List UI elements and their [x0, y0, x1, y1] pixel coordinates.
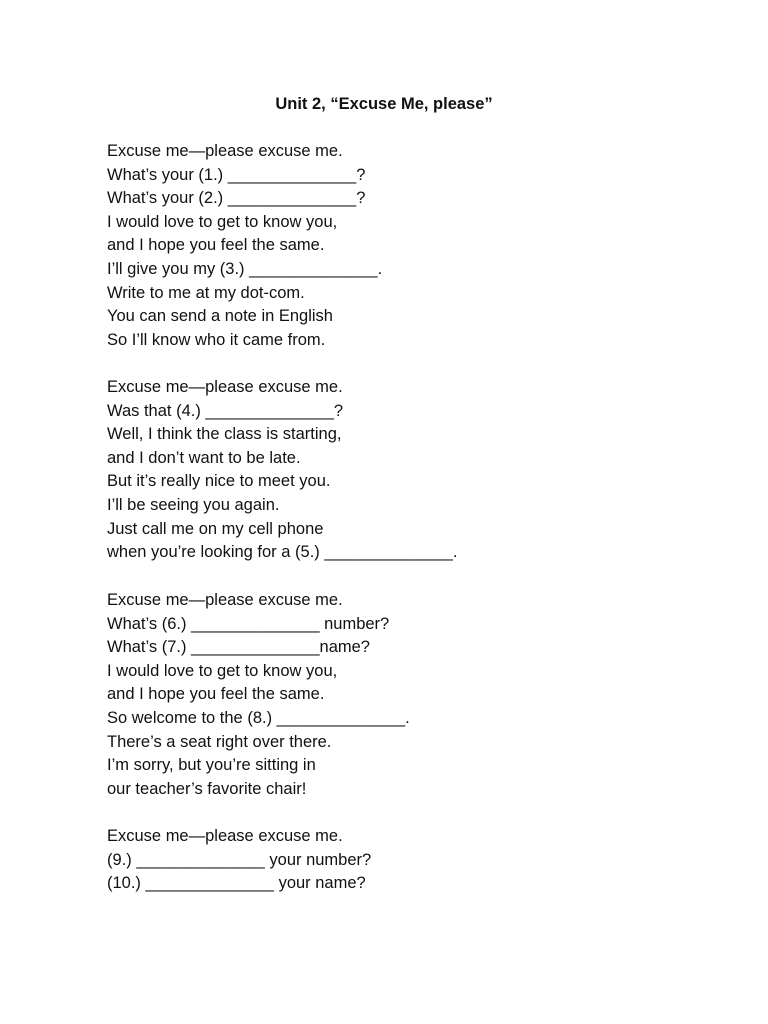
lyric-line: Excuse me—please excuse me. — [107, 827, 343, 845]
lyric-line: Well, I think the class is starting, — [107, 425, 342, 444]
lyric-line: There’s a seat right over there. — [107, 732, 332, 751]
lyric-line-blank-10: (10.) ______________ your name? — [107, 874, 366, 893]
lyric-line: Excuse me—please excuse me. — [107, 378, 343, 396]
lyric-line: I’m sorry, but you’re sitting in — [107, 756, 316, 775]
stanza-1 — [107, 140, 382, 352]
lyric-line: So I’ll know who it came from. — [107, 330, 326, 349]
lyric-line: But it’s really nice to meet you. — [107, 472, 331, 491]
lyric-line-blank-7: What’s (7.) ______________name? — [107, 638, 370, 657]
lyric-line: I would love to get to know you, — [107, 661, 338, 680]
lyric-line: and I hope you feel the same. — [107, 685, 325, 704]
lyric-line-blank-6: What’s (6.) ______________ number? — [107, 614, 390, 633]
lyric-line-blank-5: when you’re looking for a (5.) ______________. — [107, 543, 458, 562]
lyric-line: Excuse me—please excuse me. — [107, 142, 343, 160]
lyric-line-blank-4: Was that (4.) ______________? — [107, 401, 344, 420]
lyric-line-blank-9: (9.) ______________ your number? — [107, 850, 372, 869]
lyric-line: Just call me on my cell phone — [107, 519, 324, 538]
lyric-line-blank-2: What’s your (2.) ______________? — [107, 189, 366, 208]
lyric-line: and I don’t want to be late. — [107, 448, 301, 467]
stanza-4 — [107, 825, 371, 896]
lyric-line: and I hope you feel the same. — [107, 236, 325, 255]
lyric-line: You can send a note in English — [107, 307, 333, 326]
lyric-line-blank-1: What’s your (1.) ______________? — [107, 165, 366, 184]
stanza-2 — [107, 376, 457, 565]
lyric-line: I’ll be seeing you again. — [107, 495, 280, 514]
lyric-line: our teacher’s favorite chair! — [107, 779, 307, 798]
document-title: Unit 2, “Excuse Me, please” — [275, 95, 493, 113]
lyric-line-blank-3: I’ll give you my (3.) ______________. — [107, 259, 383, 278]
lyric-line: I would love to get to know you, — [107, 212, 338, 231]
lyric-line: Write to me at my dot-com. — [107, 283, 305, 302]
stanza-3 — [107, 589, 410, 801]
lyric-line: Excuse me—please excuse me. — [107, 591, 343, 609]
lyric-line-blank-8: So welcome to the (8.) ______________. — [107, 708, 410, 727]
